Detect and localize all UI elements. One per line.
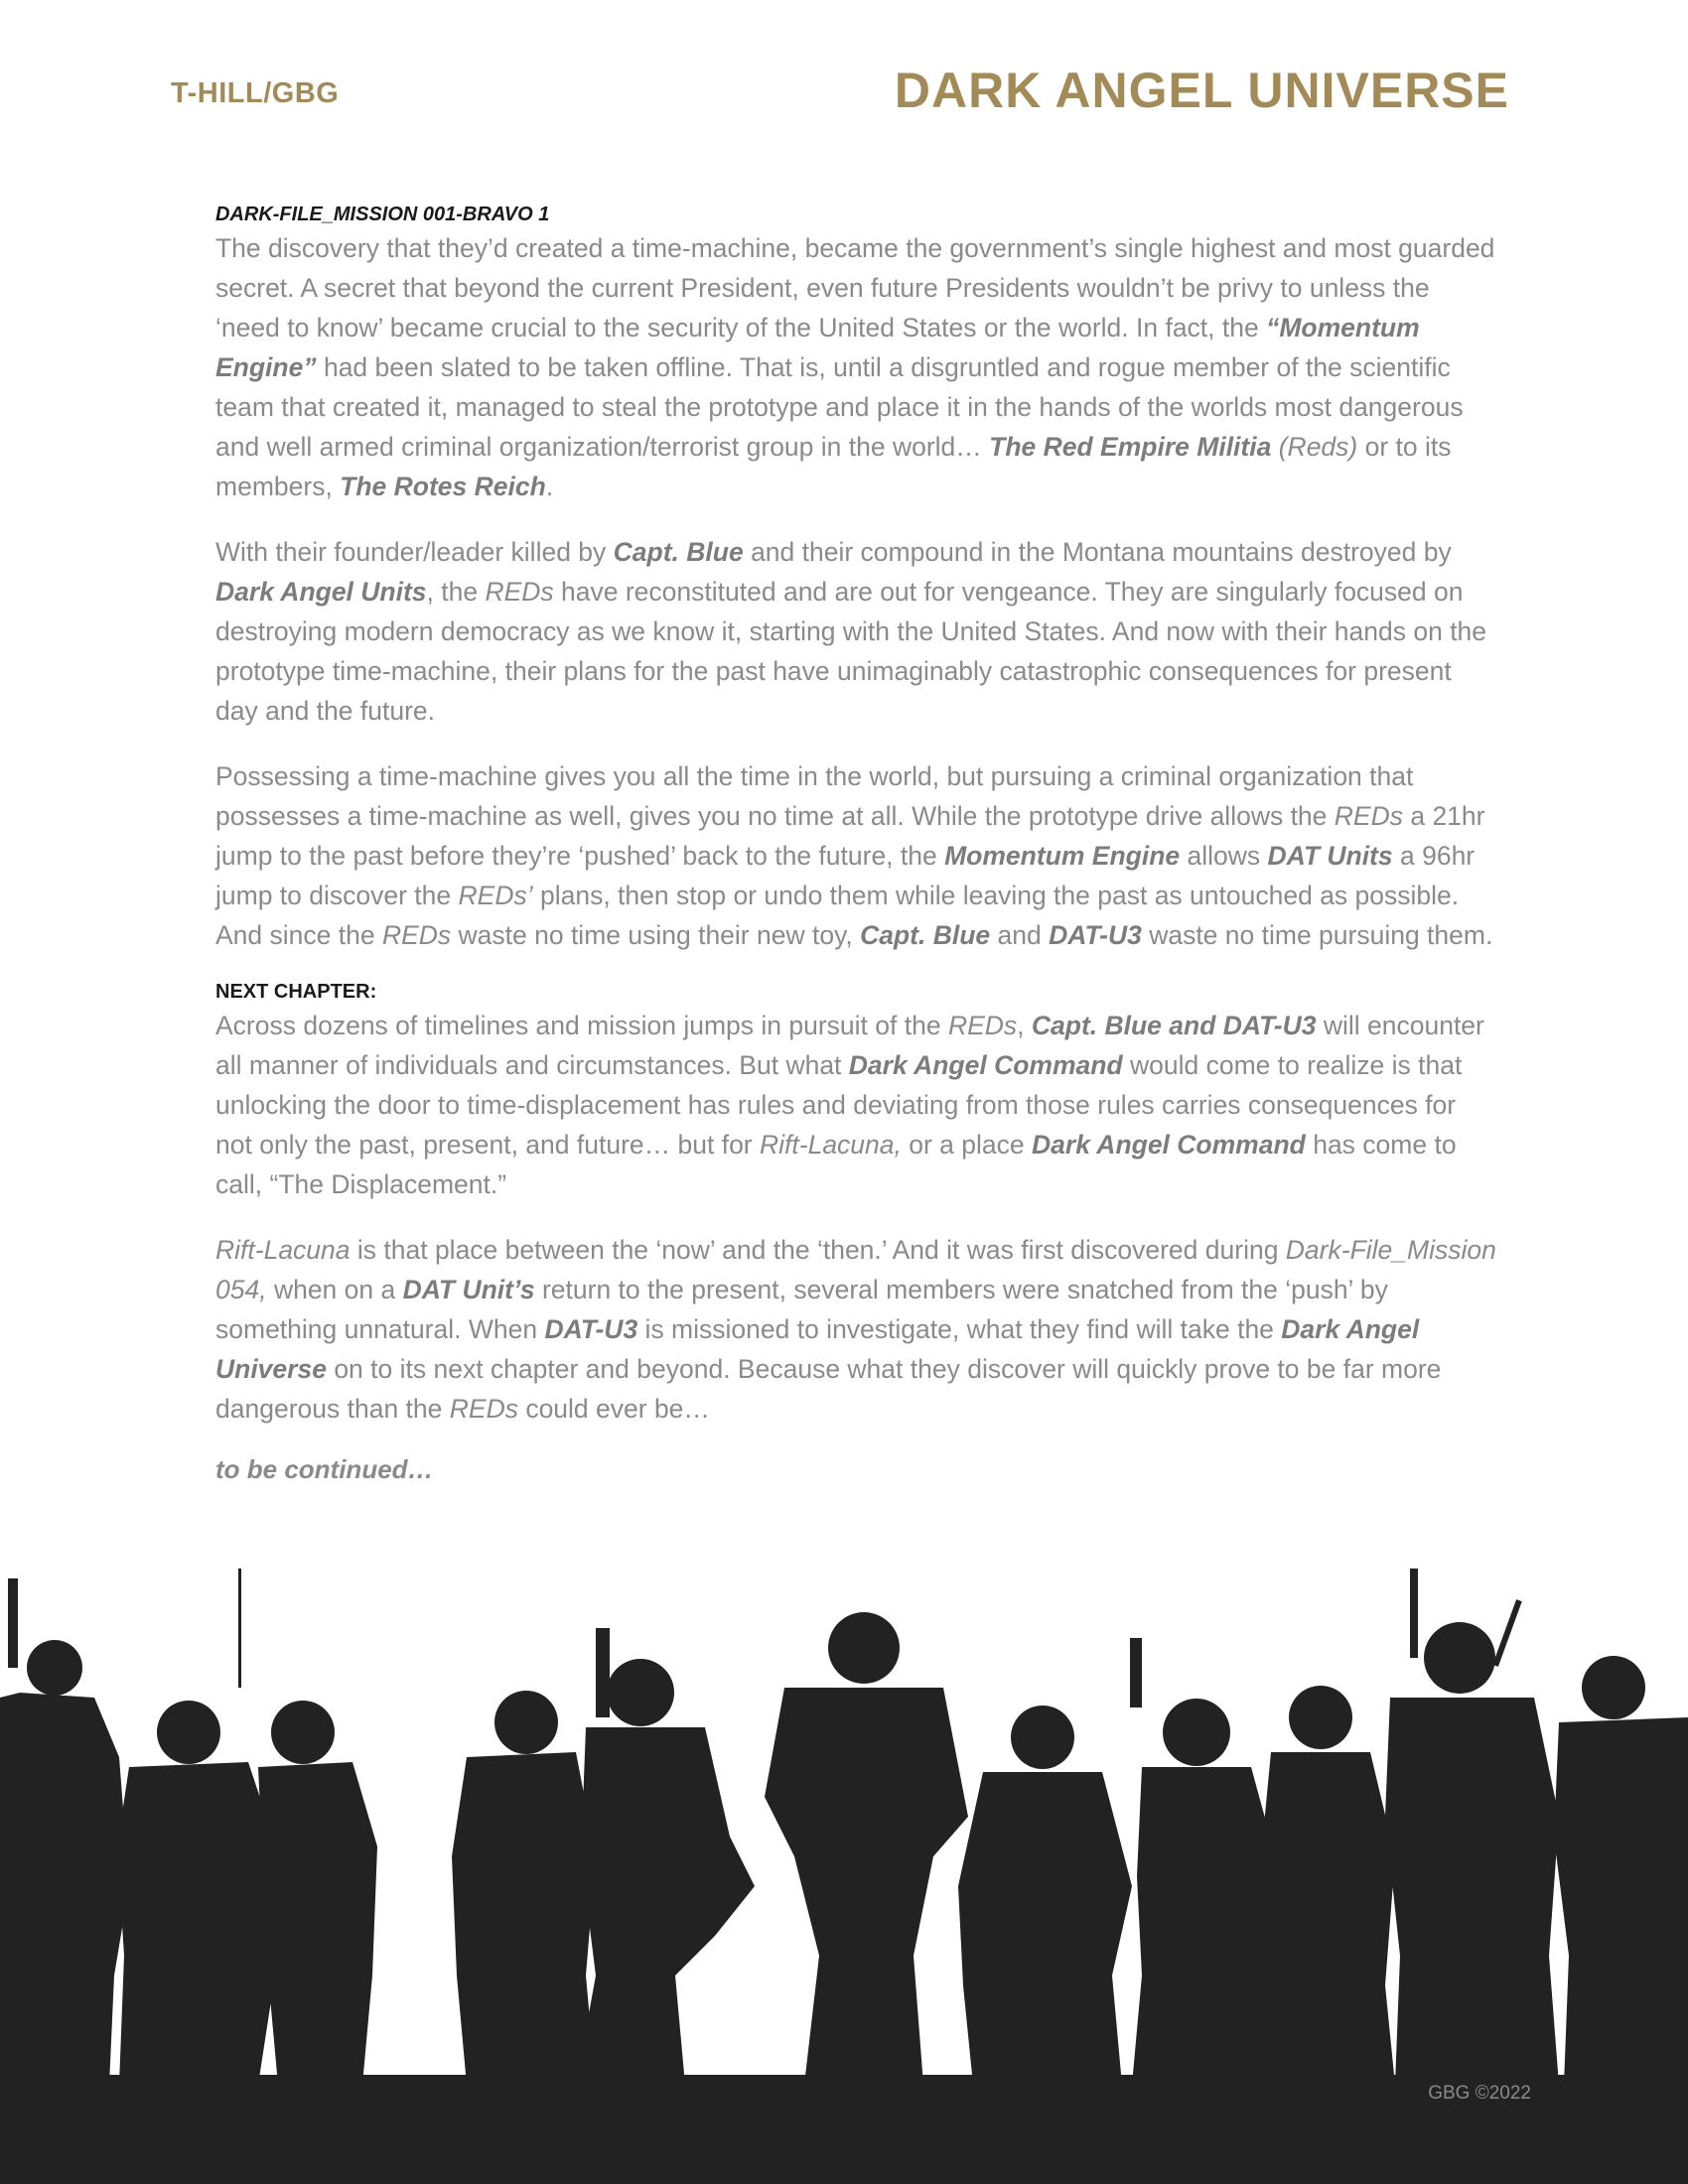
mission-paragraph-1 xyxy=(215,228,1496,506)
text-run: or a place xyxy=(901,1130,1032,1160)
text-run: With their founder/leader killed by xyxy=(215,537,614,567)
italic-term: REDs xyxy=(947,1011,1018,1040)
emphasized-term: Capt. Blue and DAT-U3 xyxy=(1031,1011,1317,1040)
emphasized-term: DAT-U3 xyxy=(1049,920,1142,950)
emphasized-term: “Momentum Engine” xyxy=(215,313,1420,382)
mission-paragraph-3 xyxy=(215,756,1496,955)
italic-term: Dark-File_Mission 054, xyxy=(215,1235,1496,1304)
mission-heading: DARK-FILE_MISSION 001-BRAVO 1 xyxy=(215,204,550,225)
text-run: and their compound in the Montana mountains destroyed by xyxy=(743,537,1452,567)
text-run xyxy=(1271,432,1278,462)
header-left-credit: T-HILL/GBG xyxy=(171,77,340,109)
text-run: Across dozens of timelines and mission jumps in pursuit of the xyxy=(215,1011,948,1040)
text-run: , xyxy=(1017,1011,1032,1040)
text-run: plans, then stop or undo them while leaving the past as untouched as possible. And since the xyxy=(215,881,1460,950)
text-run: on to its next chapter and beyond. Because what they discover will quickly prove to be far more dangerous than the xyxy=(215,1354,1442,1424)
emphasized-term: Dark Angel Universe xyxy=(215,1314,1420,1384)
emphasized-term: DAT Unit’s xyxy=(402,1275,535,1304)
italic-term: REDs xyxy=(381,920,452,950)
italic-term: REDs’ xyxy=(458,881,533,910)
italic-term: REDs xyxy=(485,577,554,607)
text-run: allows xyxy=(1180,841,1268,871)
header-title: DARK ANGEL UNIVERSE xyxy=(894,63,1509,118)
mission-paragraph-2 xyxy=(215,532,1496,731)
text-run: would come to realize is that unlocking the door to time-displacement has rules and deviating from those rules carries consequences for not only the past, present, and future… but for xyxy=(215,1050,1463,1160)
italic-term: REDs xyxy=(1334,801,1403,831)
text-run: or to its members, xyxy=(215,432,1452,501)
next-chapter-heading: NEXT CHAPTER: xyxy=(215,981,377,1003)
text-run: The discovery that they’d created a time-machine, became the government’s single highest and most guarded secret. A secret that beyond the current President, even future Presidents wouldn’t be privy to unless the ‘need to know’ became crucial to the security of the United States or the world. In fact, the xyxy=(215,233,1495,342)
next-chapter-paragraph-2 xyxy=(215,1230,1496,1429)
emphasized-term: Momentum Engine xyxy=(944,841,1181,871)
main-content xyxy=(215,204,1496,1485)
text-run: will encounter all manner of individuals and circumstances. But what xyxy=(215,1011,1484,1080)
text-run: a 96hr jump to discover the xyxy=(215,841,1476,910)
emphasized-term: The Red Empire Militia xyxy=(989,432,1272,462)
emphasized-term: Dark Angel Units xyxy=(215,577,427,607)
italic-term: Rift-Lacuna xyxy=(215,1235,351,1265)
emphasized-term: Capt. Blue xyxy=(613,537,744,567)
emphasized-term: DAT Units xyxy=(1267,841,1393,871)
to-be-continued: to be continued… xyxy=(215,1454,434,1484)
text-run: waste no time pursuing them. xyxy=(1141,920,1493,950)
text-run: a 21hr jump to the past before they’re ‘pushed’ back to the future, the xyxy=(215,801,1485,871)
emphasized-term: Dark Angel Command xyxy=(1032,1130,1306,1160)
text-run: waste no time using their new toy, xyxy=(451,920,861,950)
text-run: is missioned to investigate, what they find will take the xyxy=(637,1314,1282,1344)
italic-term: (Reds) xyxy=(1278,432,1358,462)
next-chapter-paragraph-1 xyxy=(215,1006,1496,1204)
text-run: return to the present, several members were snatched from the ‘push’ by something unnatural. When xyxy=(215,1275,1388,1344)
text-run: , the xyxy=(426,577,486,607)
text-run: had been slated to be taken offline. That is, until a disgruntled and rogue member of the scientific team that created it, managed to steal the prototype and place it in the hands of the worlds most dangerous and well armed criminal organization/terrorist group in the world… xyxy=(215,352,1464,462)
emphasized-term: Capt. Blue xyxy=(860,920,991,950)
text-run: when on a xyxy=(266,1275,403,1304)
emphasized-term: The Rotes Reich xyxy=(340,472,546,501)
footer-copyright: GBG ©2022 xyxy=(1428,2083,1531,2104)
emphasized-term: DAT-U3 xyxy=(544,1314,638,1344)
text-run: could ever be… xyxy=(517,1394,710,1424)
text-run: have reconstituted and are out for vengeance. They are singularly focused on destroying modern democracy as we know it, starting with the United States. And now with their hands on the prototype time-machine, their plans for the past have unimaginably catastrophic consequences for present day and the future. xyxy=(215,577,1487,726)
text-run: Possessing a time-machine gives you all the time in the world, but pursuing a criminal organization that possesses a time-machine as well, gives you no time at all. While the prototype drive allows the xyxy=(215,761,1414,831)
text-run: has come to call, “The Displacement.” xyxy=(215,1130,1457,1199)
emphasized-term: Dark Angel Command xyxy=(848,1050,1123,1080)
text-run: is that place between the ‘now’ and the ‘then.’ And it was first discovered during xyxy=(350,1235,1286,1265)
text-run: and xyxy=(990,920,1050,950)
italic-term: REDs xyxy=(449,1394,518,1424)
text-run: . xyxy=(545,472,554,501)
italic-term: Rift-Lacuna, xyxy=(760,1130,902,1160)
